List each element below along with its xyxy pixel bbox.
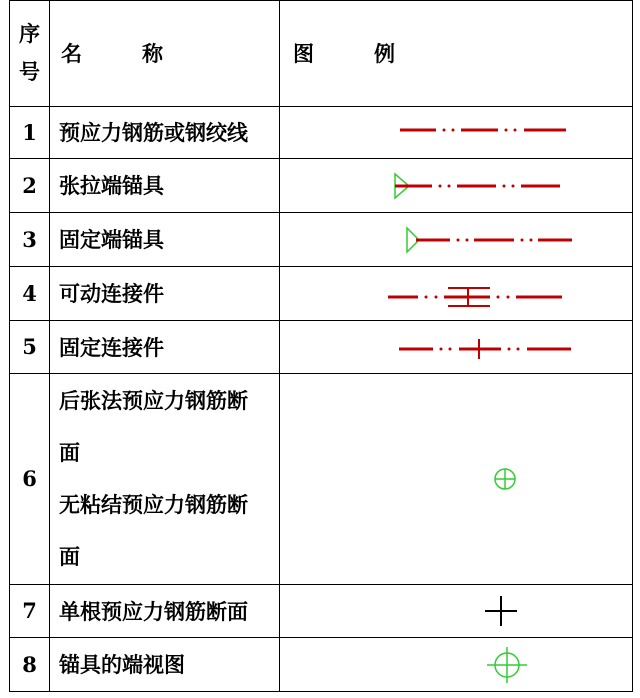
row-6-name-line-2: 面: [59, 439, 80, 465]
movable-connector-icon: [386, 282, 566, 312]
row-1-index: 1: [22, 119, 37, 145]
column-divider-2: [279, 0, 280, 692]
header-legend-char-1: 图: [293, 41, 314, 66]
header-legend-char-2: 例: [374, 41, 395, 66]
header-legend: [293, 0, 632, 106]
row-1-name: 预应力钢筋或钢绞线: [59, 120, 248, 145]
tension-end-anchor-icon: [392, 172, 564, 200]
header-name-char-1: 名: [61, 41, 82, 66]
circle-cross-section-icon: [492, 466, 518, 492]
row-3-index: 3: [22, 226, 37, 252]
plus-cross-icon: [483, 594, 519, 628]
row-2-index: 2: [22, 172, 37, 198]
header-index: [9, 0, 50, 106]
row-6-name: [50, 373, 279, 584]
header-index-char-2: 号: [19, 59, 40, 84]
header-name: [61, 0, 279, 106]
row-3-name: 固定端锚具: [59, 227, 164, 252]
fixed-end-anchor-icon: [404, 226, 574, 254]
row-8-name: 锚具的端视图: [59, 652, 185, 677]
row-4-index: 4: [22, 280, 37, 306]
row-6-name-line-4: 面: [59, 543, 80, 569]
header-name-char-2: 称: [142, 41, 163, 66]
row-7-index: 7: [22, 598, 37, 623]
table-border-right: [632, 0, 633, 692]
header-index-char-1: 序: [19, 21, 40, 46]
row-4-name: 可动连接件: [59, 281, 164, 306]
row-line-bottom: [9, 691, 633, 692]
row-6-name-line-3: 无粘结预应力钢筋断: [59, 491, 248, 517]
fixed-connector-icon: [397, 336, 575, 362]
row-8-index: 8: [22, 651, 37, 677]
row-7-name: 单根预应力钢筋断面: [59, 598, 248, 624]
anchor-end-view-icon: [486, 646, 528, 684]
row-6-name-line-1: 后张法预应力钢筋断: [59, 387, 248, 413]
row-2-name: 张拉端锚具: [59, 173, 164, 198]
row-5-index: 5: [22, 334, 37, 359]
prestressed-tendon-line-icon: [398, 124, 570, 136]
row-6-index: 6: [22, 466, 37, 491]
row-5-name: 固定连接件: [59, 334, 164, 360]
